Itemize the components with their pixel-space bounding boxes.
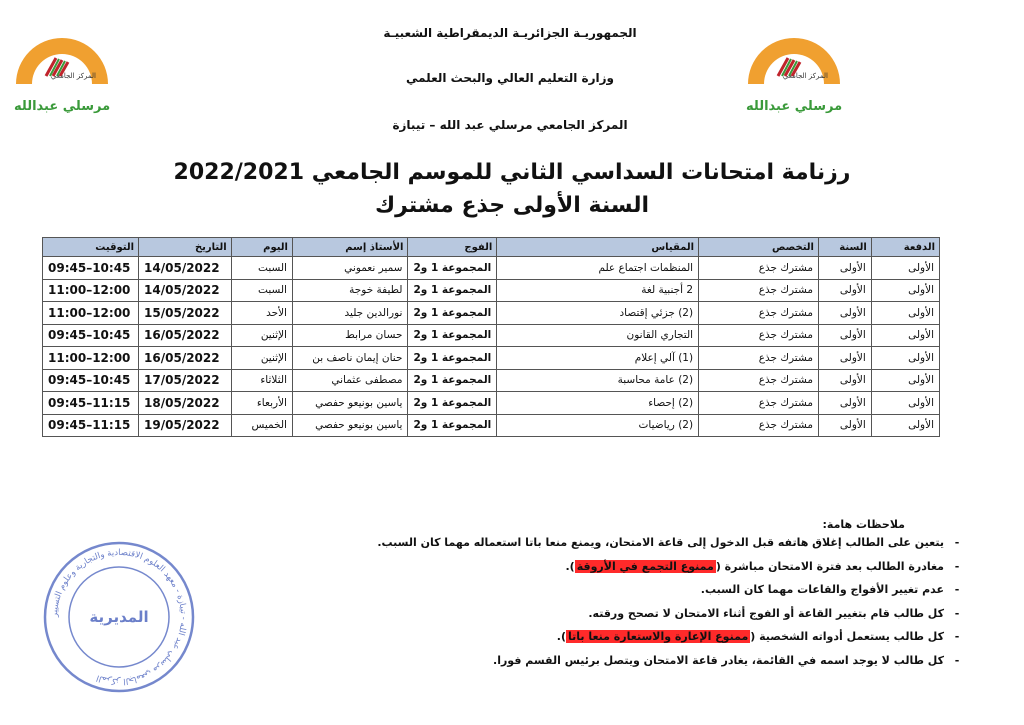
note-item [420, 583, 970, 607]
table-row [43, 414, 940, 437]
cell-date: 14/05/2022 [139, 279, 232, 302]
cell-time: 11:00–12:00 [43, 302, 139, 325]
note-item [420, 630, 970, 654]
stamp-center-text: المديرية [89, 608, 149, 626]
cell-day: السبت [231, 257, 292, 280]
page-title: رزنامة امتحانات السداسي الثاني للموسم الجامعي 2022/2021 [173, 160, 851, 185]
note-post: ). [556, 630, 566, 643]
cell-batch: الأولى [871, 279, 939, 302]
cell-batch: الأولى [871, 257, 939, 280]
cell-prof: ياسين بونيعو حفصي [292, 392, 407, 415]
cell-course: (2) رياضيات [497, 414, 699, 437]
table-row [43, 392, 940, 415]
cell-spec: مشترك جذع [699, 392, 819, 415]
cell-spec: مشترك جذع [699, 369, 819, 392]
cell-group: المجموعة 1 و2 [408, 369, 497, 392]
note-bullet: - [954, 559, 960, 573]
cell-time: 09:45–10:45 [43, 369, 139, 392]
cell-spec: مشترك جذع [699, 302, 819, 325]
col-specialty: التخصص [699, 238, 819, 257]
cell-prof: لطيفة خوجة [292, 279, 407, 302]
cell-batch: الأولى [871, 347, 939, 370]
stamp-ring-text: المركز الجامعي مرسلي عبد الله - تيبازة - معهد العلوم الاقتصادية والتجارية وعلوم التسيير [49, 547, 189, 687]
exam-schedule-table [42, 237, 940, 437]
cell-group: المجموعة 1 و2 [408, 414, 497, 437]
col-group: الفوج [408, 238, 497, 257]
cell-group: المجموعة 1 و2 [408, 302, 497, 325]
cell-date: 18/05/2022 [139, 392, 232, 415]
official-stamp [40, 538, 198, 696]
cell-time: 11:00–12:00 [43, 347, 139, 370]
cell-prof: ياسين بونيعو حفصي [292, 414, 407, 437]
cell-date: 16/05/2022 [139, 324, 232, 347]
note-item [420, 560, 970, 584]
cell-year: الأولى [818, 347, 871, 370]
cell-year: الأولى [818, 279, 871, 302]
note-pre: مغادرة الطالب بعد فترة الامتحان مباشرة ( [715, 559, 944, 573]
cell-time: 09:45–11:15 [43, 392, 139, 415]
logo-left-wordmark: مرسلي عبدالله [14, 99, 111, 114]
table-row [43, 369, 940, 392]
note-bullet: - [954, 653, 960, 667]
cell-batch: الأولى [871, 414, 939, 437]
cell-day: الثلاثاء [231, 369, 292, 392]
cell-batch: الأولى [871, 392, 939, 415]
cell-day: الأحد [231, 302, 292, 325]
cell-group: المجموعة 1 و2 [408, 257, 497, 280]
cell-batch: الأولى [871, 369, 939, 392]
cell-date: 15/05/2022 [139, 302, 232, 325]
table-row [43, 347, 940, 370]
cell-year: الأولى [818, 257, 871, 280]
cell-spec: مشترك جذع [699, 414, 819, 437]
cell-year: الأولى [818, 324, 871, 347]
cell-spec: مشترك جذع [699, 279, 819, 302]
cell-course: 2 أجنبية لغة [497, 279, 699, 302]
note-item [377, 536, 970, 560]
university-logo-right [738, 34, 850, 116]
col-day: اليوم [231, 238, 292, 257]
cell-day: السبت [231, 279, 292, 302]
note-highlight: ممنوع الإعارة والاستعارة منعا باتا [567, 630, 749, 643]
cell-batch: الأولى [871, 324, 939, 347]
table-row [43, 302, 940, 325]
table-row [43, 279, 940, 302]
table-row [43, 257, 940, 280]
table-row [43, 324, 940, 347]
logo-right-wordmark: مرسلي عبدالله [746, 99, 843, 114]
cell-time: 11:00–12:00 [43, 279, 139, 302]
header-republic: الجمهوريـة الجزائريـة الديمقراطية الشعبيـة [383, 26, 637, 40]
header-ministry: وزارة التعليم العالي والبحث العلمي [405, 71, 615, 85]
cell-time: 09:45–11:15 [43, 414, 139, 437]
cell-date: 14/05/2022 [139, 257, 232, 280]
cell-year: الأولى [818, 302, 871, 325]
logo-left-caption: المركز الجامعي [50, 72, 96, 80]
col-course: المقياس [497, 238, 699, 257]
cell-year: الأولى [818, 392, 871, 415]
cell-prof: حنان إيمان ناصف بن [292, 347, 407, 370]
cell-spec: مشترك جذع [699, 347, 819, 370]
page-subtitle: السنة الأولى جذع مشترك [374, 193, 650, 218]
cell-prof: مصطفى عثماني [292, 369, 407, 392]
cell-time: 09:45–10:45 [43, 324, 139, 347]
note-bullet: - [954, 536, 960, 549]
col-batch: الدفعة [871, 238, 939, 257]
cell-course: (1) آلي إعلام [497, 347, 699, 370]
cell-day: الإثنين [231, 347, 292, 370]
cell-group: المجموعة 1 و2 [408, 347, 497, 370]
cell-date: 16/05/2022 [139, 347, 232, 370]
table-header-row [43, 238, 940, 257]
cell-day: الخميس [231, 414, 292, 437]
note-text: عدم تغيير الأفواج والقاعات مهما كان السبب. [700, 583, 944, 596]
note-bullet: - [954, 583, 960, 596]
cell-year: الأولى [818, 369, 871, 392]
cell-date: 19/05/2022 [139, 414, 232, 437]
note-text: كل طالب لا يوجد اسمه في القائمة، يغادر قاعة الامتحان ويتصل برئيس القسم فورا. [493, 653, 944, 667]
cell-date: 17/05/2022 [139, 369, 232, 392]
cell-time: 09:45–10:45 [43, 257, 139, 280]
cell-day: الأربعاء [231, 392, 292, 415]
cell-prof: نورالدين جليد [292, 302, 407, 325]
cell-spec: مشترك جذع [699, 324, 819, 347]
note-text: كل طالب قام بتغيير القاعة أو الفوج أثناء الامتحان لا تصحح ورقته. [588, 606, 944, 620]
col-time: التوقيت [43, 238, 139, 257]
cell-prof: سمير نعموني [292, 257, 407, 280]
note-pre: كل طالب يستعمل أدواته الشخصية ( [750, 630, 944, 643]
cell-course: (2) جزئي إقتصاد [497, 302, 699, 325]
cell-course: المنظمات اجتماع علم [497, 257, 699, 280]
cell-prof: حسان مرابط [292, 324, 407, 347]
logo-right-caption: المركز الجامعي [782, 72, 828, 80]
col-date: التاريخ [139, 238, 232, 257]
note-highlight: ممنوع التجمع في الأروقة [576, 559, 714, 573]
col-year: السنة [818, 238, 871, 257]
note-item [420, 654, 970, 678]
cell-course: (2) إحصاء [497, 392, 699, 415]
cell-group: المجموعة 1 و2 [408, 324, 497, 347]
university-logo-left [6, 34, 118, 116]
cell-spec: مشترك جذع [699, 257, 819, 280]
notes-title: ملاحظات هامة: [822, 518, 905, 531]
cell-course: (2) عامة محاسبة [497, 369, 699, 392]
note-post: ). [565, 559, 575, 573]
note-bullet: - [954, 630, 960, 643]
notes-list [377, 536, 970, 677]
note-text: يتعين على الطالب إغلاق هاتفه قبل الدخول إلى قاعة الامتحان، ويمنع منعا باتا استعماله مهما كان السبب. [377, 536, 944, 549]
cell-batch: الأولى [871, 302, 939, 325]
cell-year: الأولى [818, 414, 871, 437]
note-bullet: - [954, 606, 960, 620]
cell-course: التجاري القانون [497, 324, 699, 347]
note-item [420, 607, 970, 631]
cell-day: الإثنين [231, 324, 292, 347]
header-center: المركز الجامعي مرسلي عبد الله – تيبازة [392, 118, 628, 132]
cell-group: المجموعة 1 و2 [408, 392, 497, 415]
cell-group: المجموعة 1 و2 [408, 279, 497, 302]
col-professor: الأستاذ إسم [292, 238, 407, 257]
